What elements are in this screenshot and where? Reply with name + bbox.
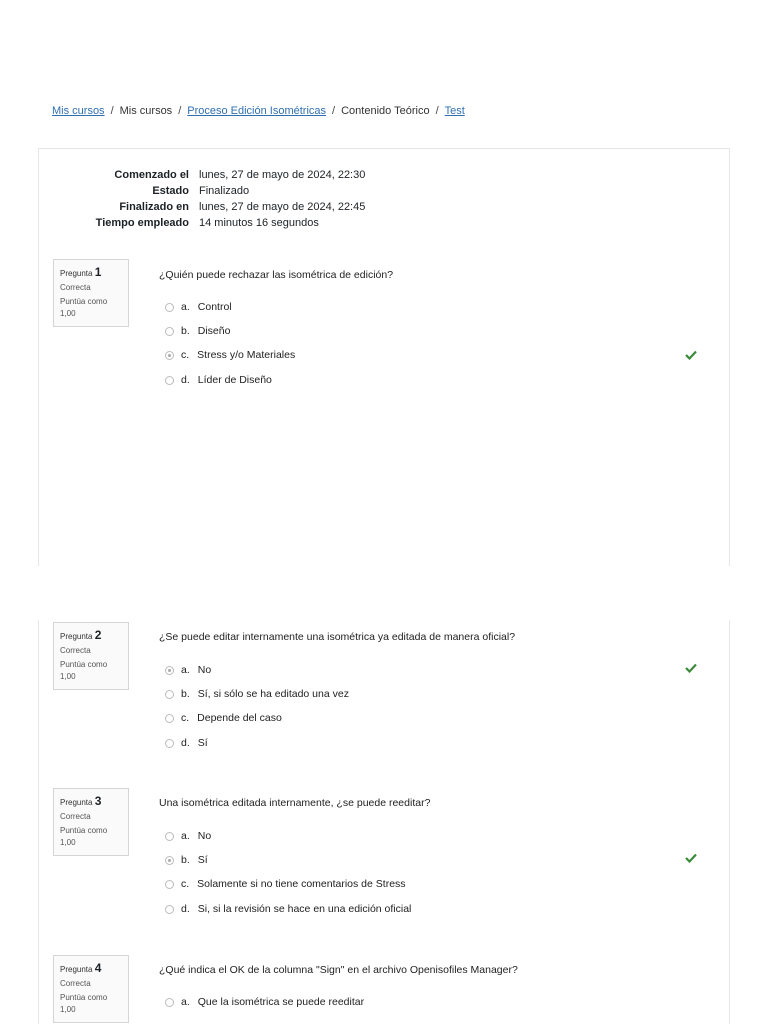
radio-button[interactable] (165, 714, 174, 723)
breadcrumb-mis-cursos[interactable]: Mis cursos (52, 105, 105, 117)
question-info-2 (53, 622, 129, 690)
answer-option[interactable]: a. Control (165, 301, 232, 313)
breadcrumb-section: Contenido Teórico (341, 105, 430, 117)
breadcrumb-test[interactable]: Test (444, 105, 465, 117)
breadcrumb-separator: / (178, 105, 182, 117)
question-number: Pregunta 3 (60, 794, 102, 808)
question-info-3 (53, 788, 129, 856)
question-status: Correcta (60, 979, 91, 988)
answer-option-selected[interactable]: b. Sí (165, 854, 208, 866)
started-value: lunes, 27 de mayo de 2024, 22:30 (199, 169, 366, 181)
question-number: Pregunta 1 (60, 265, 102, 279)
state-value: Finalizado (199, 185, 250, 197)
radio-button[interactable] (165, 690, 174, 699)
state-label: Estado (152, 185, 189, 197)
answer-option[interactable]: b. Diseño (165, 325, 230, 337)
breadcrumb-course[interactable]: Proceso Edición Isométricas (187, 105, 327, 117)
time-label: Tiempo empleado (95, 217, 189, 229)
question-status: Correcta (60, 812, 91, 821)
question-number: Pregunta 2 (60, 628, 102, 642)
answer-option[interactable]: d. Líder de Diseño (165, 374, 272, 386)
answer-option[interactable]: a. No (165, 830, 211, 842)
radio-button-checked[interactable] (165, 856, 174, 865)
radio-button[interactable] (165, 998, 174, 1007)
question-score-label: Puntúa como (60, 826, 108, 835)
answer-option[interactable]: c. Depende del caso (165, 712, 282, 724)
question-text-1: ¿Quién puede rechazar las isométrica de edición? (159, 269, 394, 281)
answer-option[interactable]: a. Que la isométrica se puede reeditar (165, 996, 364, 1008)
radio-button[interactable] (165, 376, 174, 385)
finished-value: lunes, 27 de mayo de 2024, 22:45 (199, 201, 366, 213)
question-score-label: Puntúa como (60, 993, 108, 1002)
breadcrumb-separator: / (110, 105, 114, 117)
quiz-review-panel (38, 148, 730, 566)
question-info-1 (53, 259, 129, 327)
question-score-label: Puntúa como (60, 660, 108, 669)
time-value: 14 minutos 16 segundos (199, 217, 319, 229)
breadcrumb-mis-cursos-text: Mis cursos (119, 105, 173, 117)
finished-label: Finalizado en (119, 201, 189, 213)
question-text-2: ¿Se puede editar internamente una isométrica ya editada de manera oficial? (159, 631, 516, 643)
radio-button[interactable] (165, 327, 174, 336)
radio-button[interactable] (165, 832, 174, 841)
started-label: Comenzado el (114, 169, 189, 181)
radio-button-checked[interactable] (165, 351, 174, 360)
radio-button[interactable] (165, 739, 174, 748)
question-info-4 (53, 955, 129, 1023)
answer-option[interactable]: b. Sí, si sólo se ha editado una vez (165, 688, 349, 700)
question-score: 1,00 (60, 309, 76, 318)
question-status: Correcta (60, 646, 91, 655)
radio-button[interactable] (165, 880, 174, 889)
answer-option-selected[interactable]: a. No (165, 664, 211, 676)
question-text-3: Una isométrica editada internamente, ¿se puede reeditar? (159, 797, 431, 809)
radio-button[interactable] (165, 303, 174, 312)
correct-check-icon (685, 663, 697, 673)
question-score-label: Puntúa como (60, 297, 108, 306)
breadcrumb-separator: / (435, 105, 439, 117)
attempt-summary (77, 168, 365, 232)
radio-button-checked[interactable] (165, 666, 174, 675)
question-score: 1,00 (60, 1005, 76, 1014)
radio-button[interactable] (165, 905, 174, 914)
question-number: Pregunta 4 (60, 961, 102, 975)
answer-option[interactable]: c. Solamente si no tiene comentarios de Stress (165, 878, 406, 890)
correct-check-icon (685, 350, 697, 360)
question-score: 1,00 (60, 672, 76, 681)
correct-check-icon (685, 853, 697, 863)
question-text-4: ¿Qué indica el OK de la columna "Sign" en el archivo Openisofiles Manager? (159, 964, 518, 976)
breadcrumb (52, 105, 465, 117)
question-score: 1,00 (60, 838, 76, 847)
answer-option[interactable]: d. Si, si la revisión se hace en una edición oficial (165, 903, 411, 915)
quiz-review-panel-continued (38, 620, 730, 1024)
breadcrumb-separator: / (332, 105, 336, 117)
answer-option-selected[interactable]: c. Stress y/o Materiales (165, 349, 295, 361)
answer-option[interactable]: d. Sí (165, 737, 208, 749)
question-status: Correcta (60, 283, 91, 292)
